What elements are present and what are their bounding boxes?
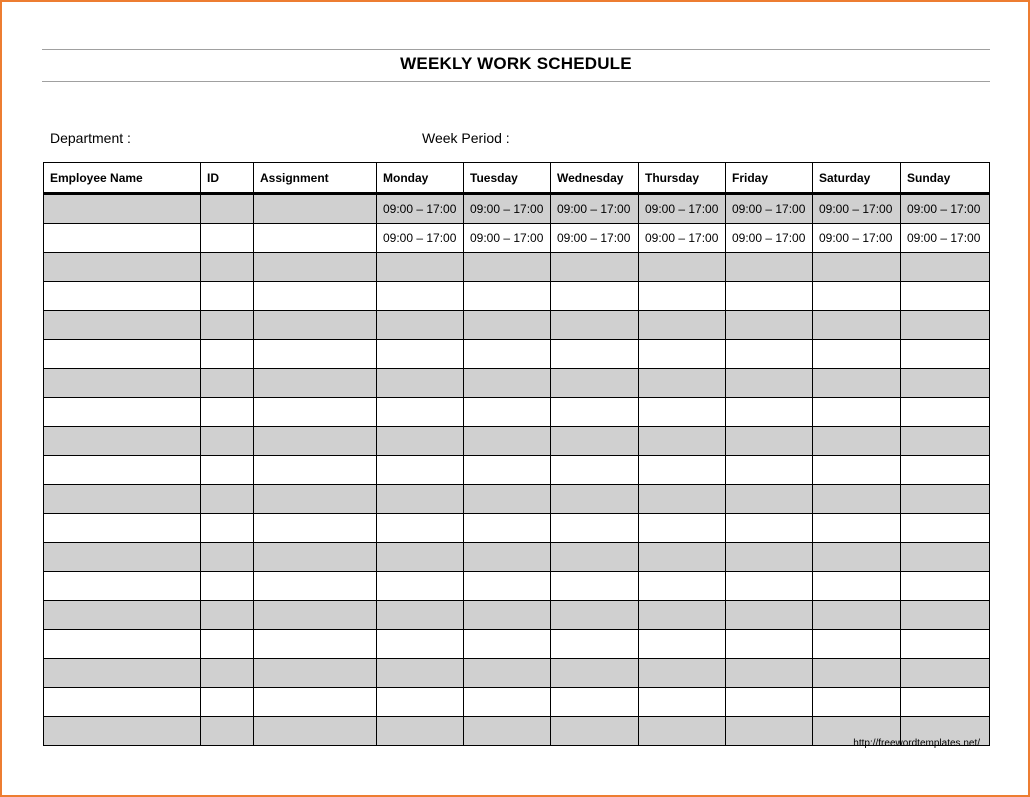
table-row bbox=[44, 253, 990, 282]
table-cell[interactable]: 09:00 – 17:00 bbox=[639, 194, 726, 224]
table-cell[interactable] bbox=[639, 311, 726, 340]
table-cell[interactable] bbox=[201, 282, 254, 311]
table-cell[interactable] bbox=[44, 688, 201, 717]
table-cell[interactable] bbox=[44, 282, 201, 311]
table-cell[interactable]: 09:00 – 17:00 bbox=[551, 224, 639, 253]
table-cell[interactable] bbox=[254, 688, 377, 717]
table-cell[interactable] bbox=[813, 543, 901, 572]
table-cell[interactable] bbox=[254, 717, 377, 746]
table-cell[interactable] bbox=[464, 369, 551, 398]
table-cell[interactable] bbox=[254, 427, 377, 456]
table-cell[interactable] bbox=[639, 253, 726, 282]
table-row bbox=[44, 659, 990, 688]
table-cell[interactable] bbox=[726, 282, 813, 311]
table-cell[interactable] bbox=[726, 572, 813, 601]
table-cell[interactable] bbox=[464, 311, 551, 340]
table-row bbox=[44, 427, 990, 456]
table-cell[interactable] bbox=[639, 543, 726, 572]
table-cell[interactable] bbox=[44, 572, 201, 601]
table-cell[interactable] bbox=[254, 456, 377, 485]
table-cell[interactable]: 09:00 – 17:00 bbox=[726, 224, 813, 253]
table-cell[interactable]: 09:00 – 17:00 bbox=[639, 224, 726, 253]
table-cell[interactable] bbox=[254, 311, 377, 340]
table-cell[interactable] bbox=[726, 514, 813, 543]
table-cell[interactable] bbox=[44, 717, 201, 746]
footer-url: http://freewordtemplates.net/ bbox=[853, 738, 980, 749]
table-cell[interactable] bbox=[901, 369, 990, 398]
table-cell[interactable]: 09:00 – 17:00 bbox=[551, 194, 639, 224]
table-cell[interactable] bbox=[464, 427, 551, 456]
table-row bbox=[44, 688, 990, 717]
table-cell[interactable] bbox=[901, 572, 990, 601]
table-cell[interactable] bbox=[377, 630, 464, 659]
table-cell[interactable] bbox=[254, 543, 377, 572]
table-cell[interactable] bbox=[813, 572, 901, 601]
table-cell[interactable]: 09:00 – 17:00 bbox=[901, 194, 990, 224]
table-cell[interactable] bbox=[44, 253, 201, 282]
table-cell[interactable] bbox=[726, 601, 813, 630]
table-cell[interactable] bbox=[901, 601, 990, 630]
column-header: Monday bbox=[377, 163, 464, 194]
table-cell[interactable]: 09:00 – 17:00 bbox=[813, 194, 901, 224]
table-row bbox=[44, 282, 990, 311]
table-row bbox=[44, 601, 990, 630]
table-cell[interactable] bbox=[551, 630, 639, 659]
table-cell[interactable] bbox=[464, 485, 551, 514]
table-cell[interactable] bbox=[377, 369, 464, 398]
column-header: Thursday bbox=[639, 163, 726, 194]
table-cell[interactable] bbox=[201, 340, 254, 369]
table-cell[interactable] bbox=[639, 398, 726, 427]
table-cell[interactable] bbox=[726, 369, 813, 398]
title-top-rule bbox=[42, 49, 990, 50]
table-cell[interactable] bbox=[551, 659, 639, 688]
table-row bbox=[44, 630, 990, 659]
table-cell[interactable] bbox=[377, 543, 464, 572]
table-cell[interactable] bbox=[639, 659, 726, 688]
table-cell[interactable] bbox=[901, 427, 990, 456]
table-cell[interactable] bbox=[901, 340, 990, 369]
table-cell[interactable] bbox=[201, 224, 254, 253]
table-row bbox=[44, 572, 990, 601]
table-cell[interactable] bbox=[813, 369, 901, 398]
week-period-label: Week Period : bbox=[422, 130, 510, 146]
table-cell[interactable] bbox=[901, 485, 990, 514]
table-cell[interactable] bbox=[639, 717, 726, 746]
table-cell[interactable] bbox=[201, 398, 254, 427]
table-cell[interactable] bbox=[44, 194, 201, 224]
table-cell[interactable] bbox=[551, 543, 639, 572]
table-cell[interactable] bbox=[901, 456, 990, 485]
table-cell[interactable] bbox=[377, 717, 464, 746]
table-cell[interactable] bbox=[254, 194, 377, 224]
table-cell[interactable] bbox=[813, 456, 901, 485]
table-cell[interactable] bbox=[813, 398, 901, 427]
table-cell[interactable] bbox=[464, 659, 551, 688]
schedule-table bbox=[43, 162, 990, 746]
table-cell[interactable]: 09:00 – 17:00 bbox=[726, 194, 813, 224]
table-cell[interactable] bbox=[551, 253, 639, 282]
table-cell[interactable] bbox=[639, 572, 726, 601]
table-row bbox=[44, 543, 990, 572]
table-cell[interactable] bbox=[551, 398, 639, 427]
table-row bbox=[44, 311, 990, 340]
table-cell[interactable] bbox=[639, 688, 726, 717]
table-cell[interactable] bbox=[464, 630, 551, 659]
table-cell[interactable] bbox=[901, 659, 990, 688]
table-cell[interactable] bbox=[377, 340, 464, 369]
table-cell[interactable] bbox=[377, 485, 464, 514]
table-cell[interactable] bbox=[901, 688, 990, 717]
table-cell[interactable] bbox=[464, 398, 551, 427]
table-cell[interactable] bbox=[201, 253, 254, 282]
table-cell[interactable] bbox=[464, 340, 551, 369]
table-cell[interactable] bbox=[44, 601, 201, 630]
table-cell[interactable] bbox=[639, 369, 726, 398]
table-cell[interactable] bbox=[377, 514, 464, 543]
table-cell[interactable] bbox=[551, 311, 639, 340]
table-cell[interactable] bbox=[639, 630, 726, 659]
table-cell[interactable] bbox=[901, 311, 990, 340]
table-cell[interactable] bbox=[377, 253, 464, 282]
table-cell[interactable] bbox=[901, 543, 990, 572]
column-header: Wednesday bbox=[551, 163, 639, 194]
table-cell[interactable] bbox=[639, 282, 726, 311]
table-cell[interactable] bbox=[254, 572, 377, 601]
table-cell[interactable] bbox=[254, 601, 377, 630]
title-bottom-rule bbox=[42, 81, 990, 82]
column-header: Employee Name bbox=[44, 163, 201, 194]
table-cell[interactable] bbox=[201, 630, 254, 659]
table-cell[interactable] bbox=[377, 311, 464, 340]
table-cell[interactable] bbox=[813, 311, 901, 340]
table-cell[interactable] bbox=[551, 688, 639, 717]
table-cell[interactable] bbox=[551, 572, 639, 601]
table-cell[interactable] bbox=[726, 717, 813, 746]
table-cell[interactable] bbox=[464, 601, 551, 630]
table-cell[interactable] bbox=[551, 717, 639, 746]
table-cell[interactable] bbox=[254, 659, 377, 688]
table-row bbox=[44, 369, 990, 398]
table-cell[interactable] bbox=[44, 427, 201, 456]
page-title: WEEKLY WORK SCHEDULE bbox=[400, 54, 632, 73]
table-cell[interactable] bbox=[726, 543, 813, 572]
table-cell[interactable] bbox=[464, 514, 551, 543]
table-cell[interactable] bbox=[254, 340, 377, 369]
table-row bbox=[44, 194, 990, 224]
table-cell[interactable] bbox=[813, 630, 901, 659]
table-cell[interactable] bbox=[813, 253, 901, 282]
table-cell[interactable] bbox=[377, 456, 464, 485]
table-cell[interactable] bbox=[726, 398, 813, 427]
table-row bbox=[44, 456, 990, 485]
table-cell[interactable] bbox=[254, 253, 377, 282]
table-cell[interactable]: 09:00 – 17:00 bbox=[901, 224, 990, 253]
table-cell[interactable] bbox=[44, 224, 201, 253]
table-row bbox=[44, 717, 990, 746]
table-cell[interactable] bbox=[254, 514, 377, 543]
table-cell[interactable] bbox=[464, 253, 551, 282]
table-cell[interactable] bbox=[726, 253, 813, 282]
table-cell[interactable] bbox=[44, 485, 201, 514]
table-cell[interactable] bbox=[726, 659, 813, 688]
table-cell[interactable]: 09:00 – 17:00 bbox=[377, 194, 464, 224]
table-cell[interactable] bbox=[813, 659, 901, 688]
table-cell[interactable] bbox=[254, 630, 377, 659]
table-row bbox=[44, 224, 990, 253]
table-cell[interactable] bbox=[201, 688, 254, 717]
table-cell[interactable] bbox=[639, 514, 726, 543]
table-cell[interactable] bbox=[44, 456, 201, 485]
table-row bbox=[44, 485, 990, 514]
table-cell[interactable] bbox=[201, 717, 254, 746]
table-cell[interactable] bbox=[201, 514, 254, 543]
table-cell[interactable] bbox=[639, 340, 726, 369]
table-cell[interactable] bbox=[813, 688, 901, 717]
department-label: Department : bbox=[50, 130, 131, 146]
table-cell[interactable] bbox=[201, 659, 254, 688]
table-cell[interactable] bbox=[464, 572, 551, 601]
column-header: Assignment bbox=[254, 163, 377, 194]
table-cell[interactable] bbox=[377, 282, 464, 311]
table-cell[interactable] bbox=[377, 398, 464, 427]
table-row bbox=[44, 340, 990, 369]
table-cell[interactable] bbox=[813, 514, 901, 543]
table-cell[interactable] bbox=[201, 456, 254, 485]
table-cell[interactable] bbox=[201, 543, 254, 572]
table-cell[interactable] bbox=[44, 630, 201, 659]
table-cell[interactable] bbox=[201, 427, 254, 456]
table-cell[interactable] bbox=[201, 311, 254, 340]
table-cell[interactable]: 09:00 – 17:00 bbox=[813, 224, 901, 253]
table-cell[interactable] bbox=[44, 369, 201, 398]
column-header: Saturday bbox=[813, 163, 901, 194]
table-cell[interactable] bbox=[464, 688, 551, 717]
table-cell[interactable] bbox=[726, 485, 813, 514]
table-cell[interactable]: 09:00 – 17:00 bbox=[464, 224, 551, 253]
table-cell[interactable] bbox=[901, 282, 990, 311]
table-cell[interactable] bbox=[813, 601, 901, 630]
table-cell[interactable] bbox=[901, 398, 990, 427]
header-row bbox=[44, 163, 990, 194]
table-cell[interactable] bbox=[464, 456, 551, 485]
table-cell[interactable] bbox=[254, 282, 377, 311]
table-cell[interactable] bbox=[639, 601, 726, 630]
table-cell[interactable] bbox=[551, 369, 639, 398]
table-cell[interactable] bbox=[377, 601, 464, 630]
table-cell[interactable] bbox=[254, 398, 377, 427]
table-cell[interactable]: 09:00 – 17:00 bbox=[464, 194, 551, 224]
table-cell[interactable] bbox=[726, 688, 813, 717]
table-cell[interactable] bbox=[44, 659, 201, 688]
table-cell[interactable] bbox=[901, 514, 990, 543]
table-row bbox=[44, 514, 990, 543]
table-cell[interactable] bbox=[551, 514, 639, 543]
table-cell[interactable] bbox=[464, 543, 551, 572]
table-cell[interactable] bbox=[201, 572, 254, 601]
table-cell[interactable] bbox=[551, 485, 639, 514]
table-cell[interactable] bbox=[639, 456, 726, 485]
table-cell[interactable] bbox=[901, 630, 990, 659]
table-cell[interactable] bbox=[639, 485, 726, 514]
table-cell[interactable] bbox=[377, 659, 464, 688]
table-cell[interactable] bbox=[726, 456, 813, 485]
table-cell[interactable] bbox=[377, 427, 464, 456]
table-cell[interactable] bbox=[551, 340, 639, 369]
table-cell[interactable] bbox=[254, 224, 377, 253]
table-cell[interactable] bbox=[201, 194, 254, 224]
table-cell[interactable] bbox=[44, 311, 201, 340]
table-cell[interactable] bbox=[726, 311, 813, 340]
table-cell[interactable] bbox=[464, 717, 551, 746]
table-cell[interactable] bbox=[201, 601, 254, 630]
table-cell[interactable] bbox=[44, 514, 201, 543]
table-cell[interactable] bbox=[44, 398, 201, 427]
table-cell[interactable] bbox=[639, 427, 726, 456]
table-cell[interactable] bbox=[813, 427, 901, 456]
table-body bbox=[44, 194, 990, 746]
table-cell[interactable] bbox=[377, 572, 464, 601]
table-cell[interactable] bbox=[813, 340, 901, 369]
table-cell[interactable] bbox=[551, 456, 639, 485]
table-cell[interactable] bbox=[44, 340, 201, 369]
table-cell[interactable] bbox=[201, 485, 254, 514]
table-cell[interactable] bbox=[254, 369, 377, 398]
table-cell[interactable] bbox=[726, 340, 813, 369]
table-cell[interactable]: 09:00 – 17:00 bbox=[377, 224, 464, 253]
table-cell[interactable] bbox=[44, 543, 201, 572]
table-cell[interactable] bbox=[551, 427, 639, 456]
table-cell[interactable] bbox=[813, 485, 901, 514]
table-cell[interactable] bbox=[551, 601, 639, 630]
column-header: ID bbox=[201, 163, 254, 194]
column-header: Sunday bbox=[901, 163, 990, 194]
table-cell[interactable] bbox=[201, 369, 254, 398]
table-cell[interactable] bbox=[813, 282, 901, 311]
table-cell[interactable] bbox=[551, 282, 639, 311]
column-header: Friday bbox=[726, 163, 813, 194]
table-cell[interactable] bbox=[726, 630, 813, 659]
table-cell[interactable] bbox=[464, 282, 551, 311]
table-row bbox=[44, 398, 990, 427]
table-cell[interactable] bbox=[377, 688, 464, 717]
table-cell[interactable] bbox=[901, 253, 990, 282]
table-cell[interactable] bbox=[254, 485, 377, 514]
column-header: Tuesday bbox=[464, 163, 551, 194]
table-cell[interactable] bbox=[726, 427, 813, 456]
